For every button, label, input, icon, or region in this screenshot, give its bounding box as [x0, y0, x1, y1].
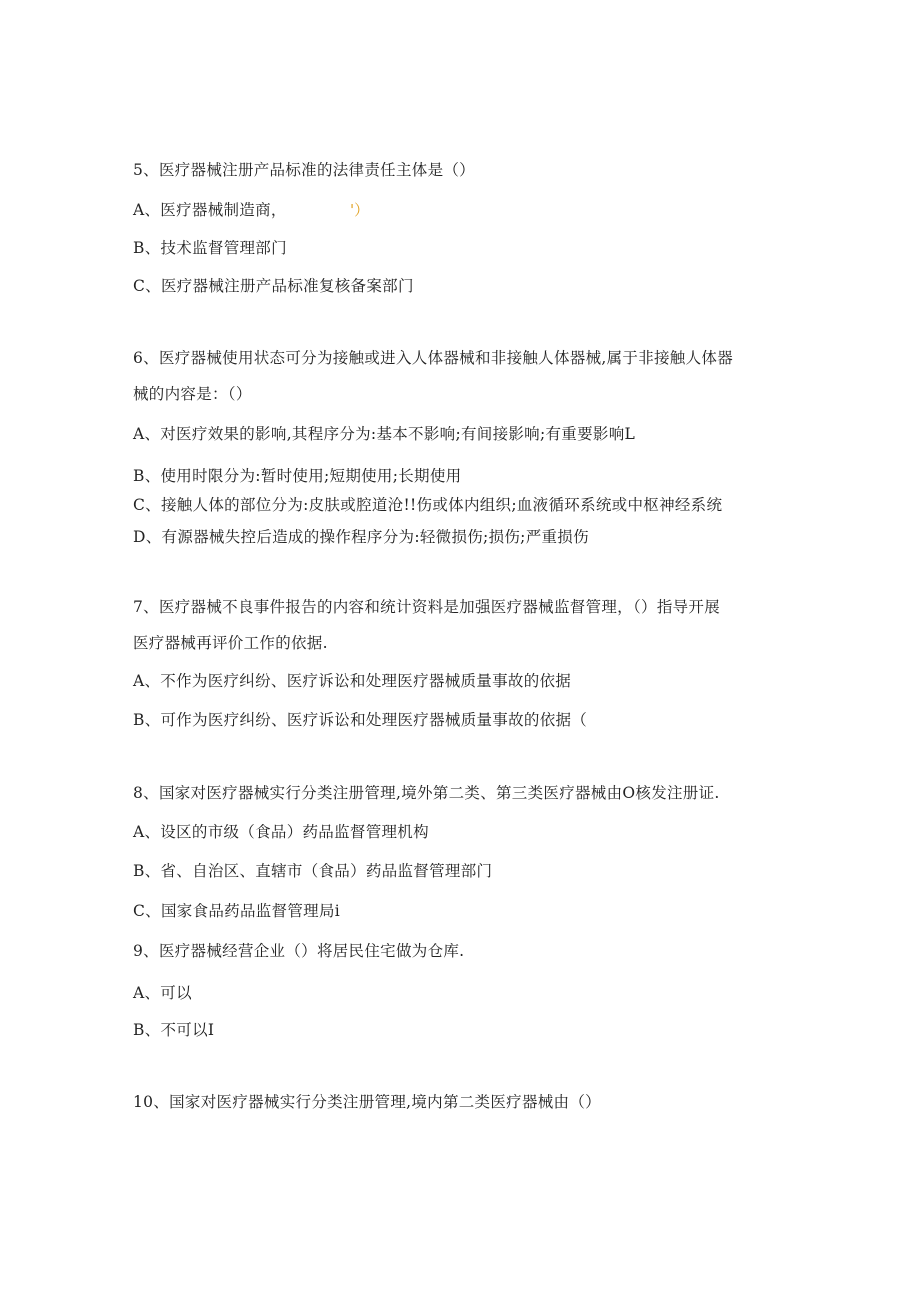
question-6-option-d: D、有源器械失控后造成的操作程序分为:轻微损伤;损伤;严重损伤: [133, 528, 589, 546]
question-7-stem-line-1: 7、医疗器械不良事件报告的内容和统计资料是加强医疗器械监督管理，（）指导开展: [133, 598, 721, 616]
question-8-option-b: B、省、自治区、直辖市（食品）药品监督管理部门: [133, 862, 493, 880]
question-9-option-a: A、可以: [133, 984, 192, 1002]
question-10-stem: 10、国家对医疗器械实行分类注册管理,境内第二类医疗器械由（）: [133, 1093, 601, 1111]
question-5-option-a: A、医疗器械制造商，: [133, 201, 287, 219]
stray-mark: '）: [350, 201, 370, 219]
question-8-option-a: A、设区的市级（食品）药品监督管理机构: [133, 823, 429, 841]
question-6-option-a: A、对医疗效果的影响,其程序分为:基本不影响;有间接影响;有重要影响L: [133, 425, 636, 443]
question-7-option-a: A、不作为医疗纠纷、医疗诉讼和处理医疗器械质量事故的依据: [133, 672, 572, 690]
question-5-option-c: C、医疗器械注册产品标准复核备案部门: [133, 277, 414, 295]
question-9-option-b: B、不可以I: [133, 1021, 215, 1039]
question-7-stem-line-2: 医疗器械再评价工作的依据.: [133, 634, 328, 652]
question-5-option-b: B、技术监督管理部门: [133, 239, 287, 257]
question-8-option-c: C、国家食品药品监督管理局i: [133, 902, 341, 920]
question-6-option-c: C、接触人体的部位分为:皮肤或腔道沧!!伤或体内组织;血液循环系统或中枢神经系统: [133, 496, 723, 514]
question-6-option-b: B、使用时限分为:暂时使用;短期使用;长期使用: [133, 467, 462, 485]
question-9-stem: 9、医疗器械经营企业（）将居民住宅做为仓库.: [133, 942, 465, 960]
question-7-option-b: B、可作为医疗纠纷、医疗诉讼和处理医疗器械质量事故的依据（: [133, 711, 588, 729]
question-8-stem: 8、国家对医疗器械实行分类注册管理,境外第二类、第三类医疗器械由O核发注册证.: [133, 784, 720, 802]
question-6-stem-line-1: 6、医疗器械使用状态可分为接触或进入人体器械和非接触人体器械,属于非接触人体器: [133, 349, 733, 367]
question-5-stem: 5、医疗器械注册产品标准的法律责任主体是（）: [133, 161, 475, 179]
question-6-stem-line-2: 械的内容是：（）: [133, 385, 252, 403]
